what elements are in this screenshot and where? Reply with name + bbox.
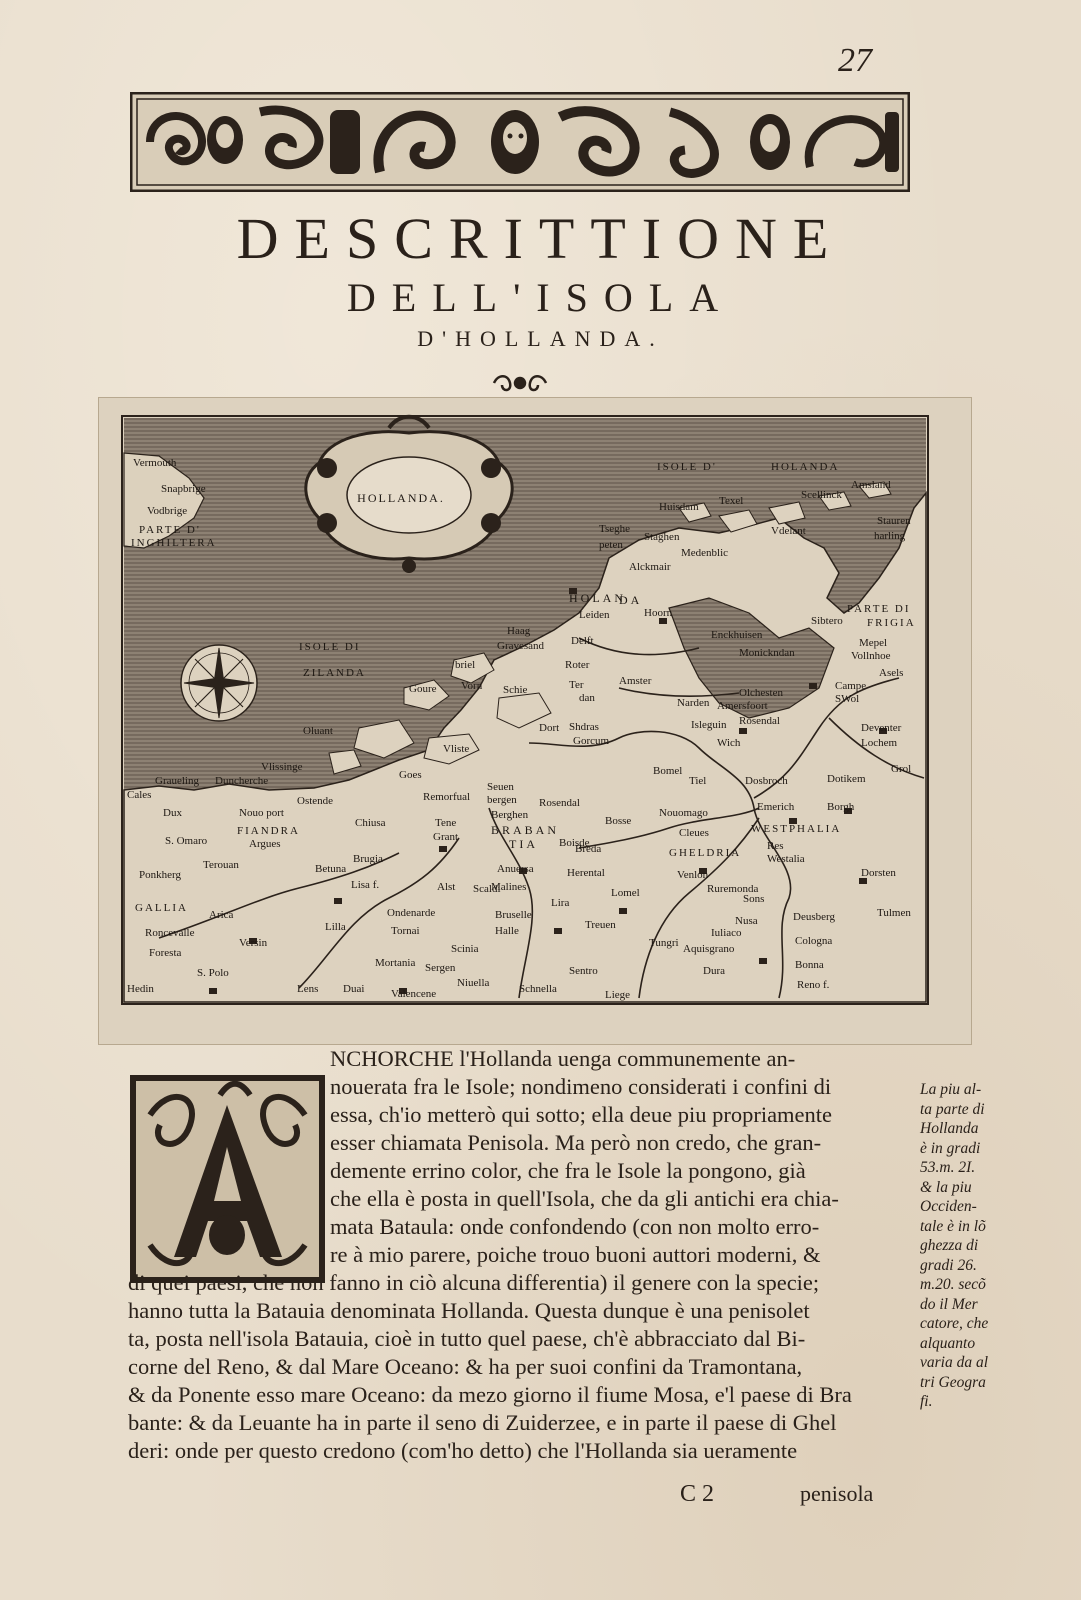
map-label: Duai bbox=[343, 983, 365, 995]
map-label: DA bbox=[619, 593, 643, 607]
map-label: Amster bbox=[619, 675, 652, 687]
map-label: Ponkherg bbox=[139, 869, 181, 881]
map-label: Bonna bbox=[795, 959, 824, 971]
map-label: Herental bbox=[567, 867, 605, 879]
map-label: dan bbox=[579, 692, 595, 704]
map-label: Grant bbox=[433, 831, 459, 843]
map-label: Monickndan bbox=[739, 647, 795, 659]
map-label: Vermouth bbox=[133, 457, 177, 469]
map-label: Amersfoort bbox=[717, 700, 768, 712]
map-label: Schnella bbox=[519, 983, 557, 995]
map-label: Hedin bbox=[127, 983, 154, 995]
map-label: Tulmen bbox=[877, 907, 911, 919]
map-label: S. Polo bbox=[197, 967, 229, 979]
map-label: Remorfual bbox=[423, 791, 471, 803]
map-label: Medenblic bbox=[681, 547, 729, 559]
map-label: Tungri bbox=[649, 937, 679, 949]
map-label: Berghen bbox=[491, 809, 529, 821]
body-line: esser chiamata Penisola. Ma però non credo, che gran- bbox=[330, 1130, 822, 1155]
map-label: ZILANDA bbox=[303, 667, 366, 679]
map-label: Dura bbox=[703, 965, 725, 977]
map-label: Treuen bbox=[585, 919, 616, 931]
map-label: Arica bbox=[209, 909, 234, 921]
marginal-note-line: 53.m. 2I. bbox=[920, 1159, 976, 1176]
marginal-note-line: ghezza di bbox=[920, 1237, 979, 1254]
map-label: Ruremonda bbox=[707, 883, 759, 895]
map-label: Campe bbox=[835, 680, 867, 692]
map-label: Deventer bbox=[861, 722, 902, 734]
map-label: Malines bbox=[491, 881, 527, 893]
map-label: Wich bbox=[717, 737, 741, 749]
map-plate bbox=[98, 397, 972, 1045]
body-line: che ella è posta in quell'Isola, che da gli antichi era chia- bbox=[330, 1186, 839, 1211]
map-label: Duncherche bbox=[215, 775, 269, 787]
map-label: Scinia bbox=[451, 943, 479, 955]
map-label: Stauren bbox=[877, 515, 911, 527]
map-label: Tiel bbox=[689, 775, 707, 787]
map-label: Borgh bbox=[827, 801, 855, 813]
map-label: Res bbox=[767, 840, 784, 852]
marginal-note-line: gradi 26. bbox=[920, 1256, 977, 1274]
marginal-note-line: Occiden- bbox=[920, 1198, 977, 1215]
body-line: corne del Reno, & dal Mare Oceano: & ha per suoi confini da Tramontana, bbox=[128, 1354, 803, 1379]
map-label: PARTE D' bbox=[139, 524, 201, 536]
map-label: ISOLE D' bbox=[657, 461, 717, 473]
map-label: Lens bbox=[297, 983, 319, 995]
body-line: di quei paesi, che non fanno in ciò alcuna differentia) il genere con la specie; bbox=[128, 1270, 820, 1295]
map-label: Schie bbox=[503, 684, 528, 696]
map-label: Nouomago bbox=[659, 807, 708, 819]
map-label: Brugia bbox=[353, 853, 383, 865]
map-label: Ostende bbox=[297, 795, 334, 807]
map-label: Vodbrige bbox=[147, 505, 188, 517]
marginal-note-line: & la piu bbox=[920, 1178, 972, 1196]
signature-mark: C 2 bbox=[680, 1481, 715, 1507]
map-label: Vdelant bbox=[771, 525, 806, 537]
map-label: Olchesten bbox=[739, 687, 783, 699]
map-label: Liege bbox=[605, 989, 631, 1001]
map-label: Valencene bbox=[391, 988, 437, 1000]
map-label: Narden bbox=[677, 697, 710, 709]
map-label: Texel bbox=[719, 495, 744, 507]
map-label: Mepel bbox=[859, 637, 888, 649]
map-label: Nouo port bbox=[239, 807, 284, 819]
map-label: HOLAN bbox=[569, 591, 626, 605]
map-label: BRABAN bbox=[491, 823, 560, 837]
map-label: Tseghe bbox=[599, 523, 630, 535]
map-label: Snapbrige bbox=[161, 483, 206, 495]
map-label: INGHILTERA bbox=[131, 537, 217, 549]
map-label: Chiusa bbox=[355, 817, 386, 829]
map-label: Scellinck bbox=[801, 489, 842, 501]
header-ornament-icon bbox=[130, 92, 910, 192]
map-label: Lochem bbox=[861, 737, 898, 749]
map-label: Halle bbox=[495, 925, 519, 937]
map-label: Goes bbox=[399, 769, 422, 781]
marginal-note-line: è in gradi bbox=[920, 1139, 981, 1157]
map-label: Deusberg bbox=[793, 911, 835, 923]
map-label: Rosendal bbox=[539, 797, 580, 809]
map-label: Dux bbox=[163, 807, 182, 819]
map-label: Vliste bbox=[443, 743, 470, 755]
map-label: Cleues bbox=[679, 827, 709, 839]
map-label: Isleguin bbox=[691, 719, 727, 731]
map-label: Lira bbox=[551, 897, 570, 909]
marginal-note-line: m.20. secõ bbox=[920, 1276, 986, 1293]
fleuron-icon bbox=[490, 372, 550, 394]
body-line: ta, posta nell'isola Batauia, cioè in tutto quel paese, ch'è abbracciato dal Bi- bbox=[128, 1326, 806, 1351]
map-label: Goure bbox=[409, 683, 437, 695]
page-title: DESCRITTIONE bbox=[236, 206, 845, 271]
marginal-note-line: tale è in lõ bbox=[920, 1217, 986, 1235]
map-label: Dort bbox=[539, 722, 560, 734]
map-label: Huisdam bbox=[659, 501, 699, 513]
map-label: Versin bbox=[239, 937, 268, 949]
map-label: Scaldi bbox=[473, 883, 501, 895]
map-label: Lisa f. bbox=[351, 879, 380, 891]
page-subtitle: DELL'ISOLA bbox=[346, 275, 735, 320]
map-label: bergen bbox=[487, 794, 517, 806]
marginal-note-line: ta parte di bbox=[920, 1100, 985, 1118]
map-label: Sentro bbox=[569, 965, 598, 977]
map-label: Foresta bbox=[149, 947, 182, 959]
map-label: Alckmair bbox=[629, 561, 671, 573]
map-label: Cales bbox=[127, 789, 152, 801]
map-label: Vlissinge bbox=[261, 761, 303, 773]
compass-rose-icon bbox=[181, 645, 257, 721]
map-label: Hoorn bbox=[644, 607, 673, 619]
map-label: Delft bbox=[571, 635, 594, 647]
map-label: Dotikem bbox=[827, 773, 866, 785]
map-label: Staghen bbox=[644, 531, 680, 543]
map-label: Lilla bbox=[325, 921, 346, 933]
marginal-note-line: tri Geogra bbox=[920, 1373, 986, 1391]
map-label: Bomel bbox=[653, 765, 683, 777]
map-label: Tene bbox=[435, 817, 457, 829]
marginal-note-line: Hollanda bbox=[920, 1120, 979, 1137]
map-label: HOLANDA bbox=[771, 461, 840, 473]
catchword: penisola bbox=[800, 1481, 874, 1506]
map-label: Graueling bbox=[155, 775, 199, 787]
map-label: Rosendal bbox=[739, 715, 780, 727]
body-line: & da Ponente esso mare Oceano: da mezo giorno il fiume Mosa, e'l paese di Bra bbox=[128, 1382, 852, 1407]
map-label: Vorn bbox=[461, 680, 483, 692]
marginal-note-line: do il Mer bbox=[920, 1295, 978, 1313]
map-label: Tornai bbox=[391, 925, 420, 937]
map-label: Anuersa bbox=[497, 863, 534, 875]
map-label: Cologna bbox=[795, 935, 833, 947]
body-line: essa, ch'io metterò qui sotto; ella deue piu propriamente bbox=[330, 1102, 833, 1127]
map-label: Lomel bbox=[611, 887, 640, 899]
map-label: PARTE DI bbox=[847, 603, 911, 615]
map-label: Ter bbox=[569, 679, 584, 691]
map-label: Grol bbox=[891, 763, 912, 775]
map-label: S. Omaro bbox=[165, 835, 208, 847]
marginal-note-line: La piu al- bbox=[920, 1081, 982, 1098]
body-line: bante: & da Leuante ha in parte il seno di Zuiderzee, e in parte il paese di Ghel bbox=[128, 1410, 837, 1435]
map-label: TIA bbox=[509, 837, 538, 851]
map-label: Mortania bbox=[375, 957, 416, 969]
marginal-note-line: alquanto bbox=[920, 1334, 976, 1352]
map-label: Westalia bbox=[767, 853, 805, 865]
map-label: FRIGIA bbox=[867, 617, 916, 629]
map-label: Gorcum bbox=[573, 735, 610, 747]
map-label: Dosbroch bbox=[745, 775, 788, 787]
body-line: deri: onde per questo credono (com'ho detto) che l'Hollanda sia ueramente bbox=[128, 1438, 798, 1463]
map-label: Betuna bbox=[315, 863, 347, 875]
map-cartouche-title: HOLLANDA. bbox=[357, 491, 445, 505]
map-label: Vollnhoe bbox=[851, 650, 891, 662]
map-label: Amsland bbox=[851, 479, 891, 491]
map-label: WESTPHALIA bbox=[751, 823, 842, 835]
map-label: Alst bbox=[437, 881, 456, 893]
page-number: 27 bbox=[838, 42, 872, 79]
body-line: NCHORCHE l'Hollanda uenga communemente an- bbox=[330, 1046, 796, 1071]
map-label: Asels bbox=[879, 667, 904, 679]
map-label: Reno f. bbox=[797, 979, 830, 991]
marginal-note-line: fi. bbox=[920, 1393, 933, 1410]
body-line: re à mio parere, poiche trouo buoni auttori moderni, & bbox=[330, 1242, 821, 1267]
map-label: Sergen bbox=[425, 962, 456, 974]
map-label: harling bbox=[874, 530, 906, 542]
map-label: briel bbox=[455, 659, 476, 671]
map-label: Roter bbox=[565, 659, 590, 671]
map-label: Leiden bbox=[579, 609, 610, 621]
map-label: FIANDRA bbox=[237, 825, 300, 837]
body-line: mata Bataula: onde confondendo (con non molto erro- bbox=[330, 1214, 820, 1239]
map-label: Bosse bbox=[605, 815, 632, 827]
map-label: peten bbox=[599, 539, 623, 551]
map-label: Niuella bbox=[457, 977, 490, 989]
map-label: Argues bbox=[249, 838, 281, 850]
map-label: Boisde bbox=[559, 837, 590, 849]
map-label: Seuen bbox=[487, 781, 514, 793]
body-line: demente errino color, che fra le Isole la pongono, già bbox=[330, 1158, 806, 1183]
map-label: Enckhuisen bbox=[711, 629, 763, 641]
decorated-initial-a-icon bbox=[130, 1075, 325, 1283]
body-line: hanno tutta la Batauia denominata Hollanda. Questa dunque è una penisolet bbox=[128, 1298, 810, 1323]
map-label: Sons bbox=[743, 893, 765, 905]
map-label: Shdras bbox=[569, 721, 599, 733]
map-label: Dorsten bbox=[861, 867, 896, 879]
map-label: GALLIA bbox=[135, 902, 188, 914]
map-label: Haag bbox=[507, 625, 531, 637]
body-line: nouerata fra le Isole; nondimeno considerati i confini di bbox=[330, 1074, 832, 1099]
map-label: Ondenarde bbox=[387, 907, 436, 919]
map-label: Terouan bbox=[203, 859, 239, 871]
map-label: Venlon bbox=[677, 869, 709, 881]
marginal-note-line: varia da al bbox=[920, 1354, 989, 1371]
marginal-note-line: catore, che bbox=[920, 1315, 989, 1332]
map-label: Sibtero bbox=[811, 615, 843, 627]
map-label: Bruselle bbox=[495, 909, 532, 921]
map-label: Breda bbox=[575, 843, 602, 855]
page-subtitle-region: D'HOLLANDA. bbox=[417, 326, 664, 351]
map-label: Iuliaco bbox=[711, 927, 742, 939]
map-label: Aquisgrano bbox=[683, 943, 735, 955]
marginal-note bbox=[920, 1080, 1002, 1412]
map-label: GHELDRIA bbox=[669, 847, 742, 859]
map-label: Emerich bbox=[757, 801, 795, 813]
map-label: Roncevalle bbox=[145, 927, 195, 939]
map-label: ISOLE DI bbox=[299, 641, 361, 653]
map-label: Oluant bbox=[303, 725, 333, 737]
map-label: SWol bbox=[835, 693, 860, 705]
map-label: Nusa bbox=[735, 915, 758, 927]
map-label: Gravesand bbox=[497, 640, 545, 652]
